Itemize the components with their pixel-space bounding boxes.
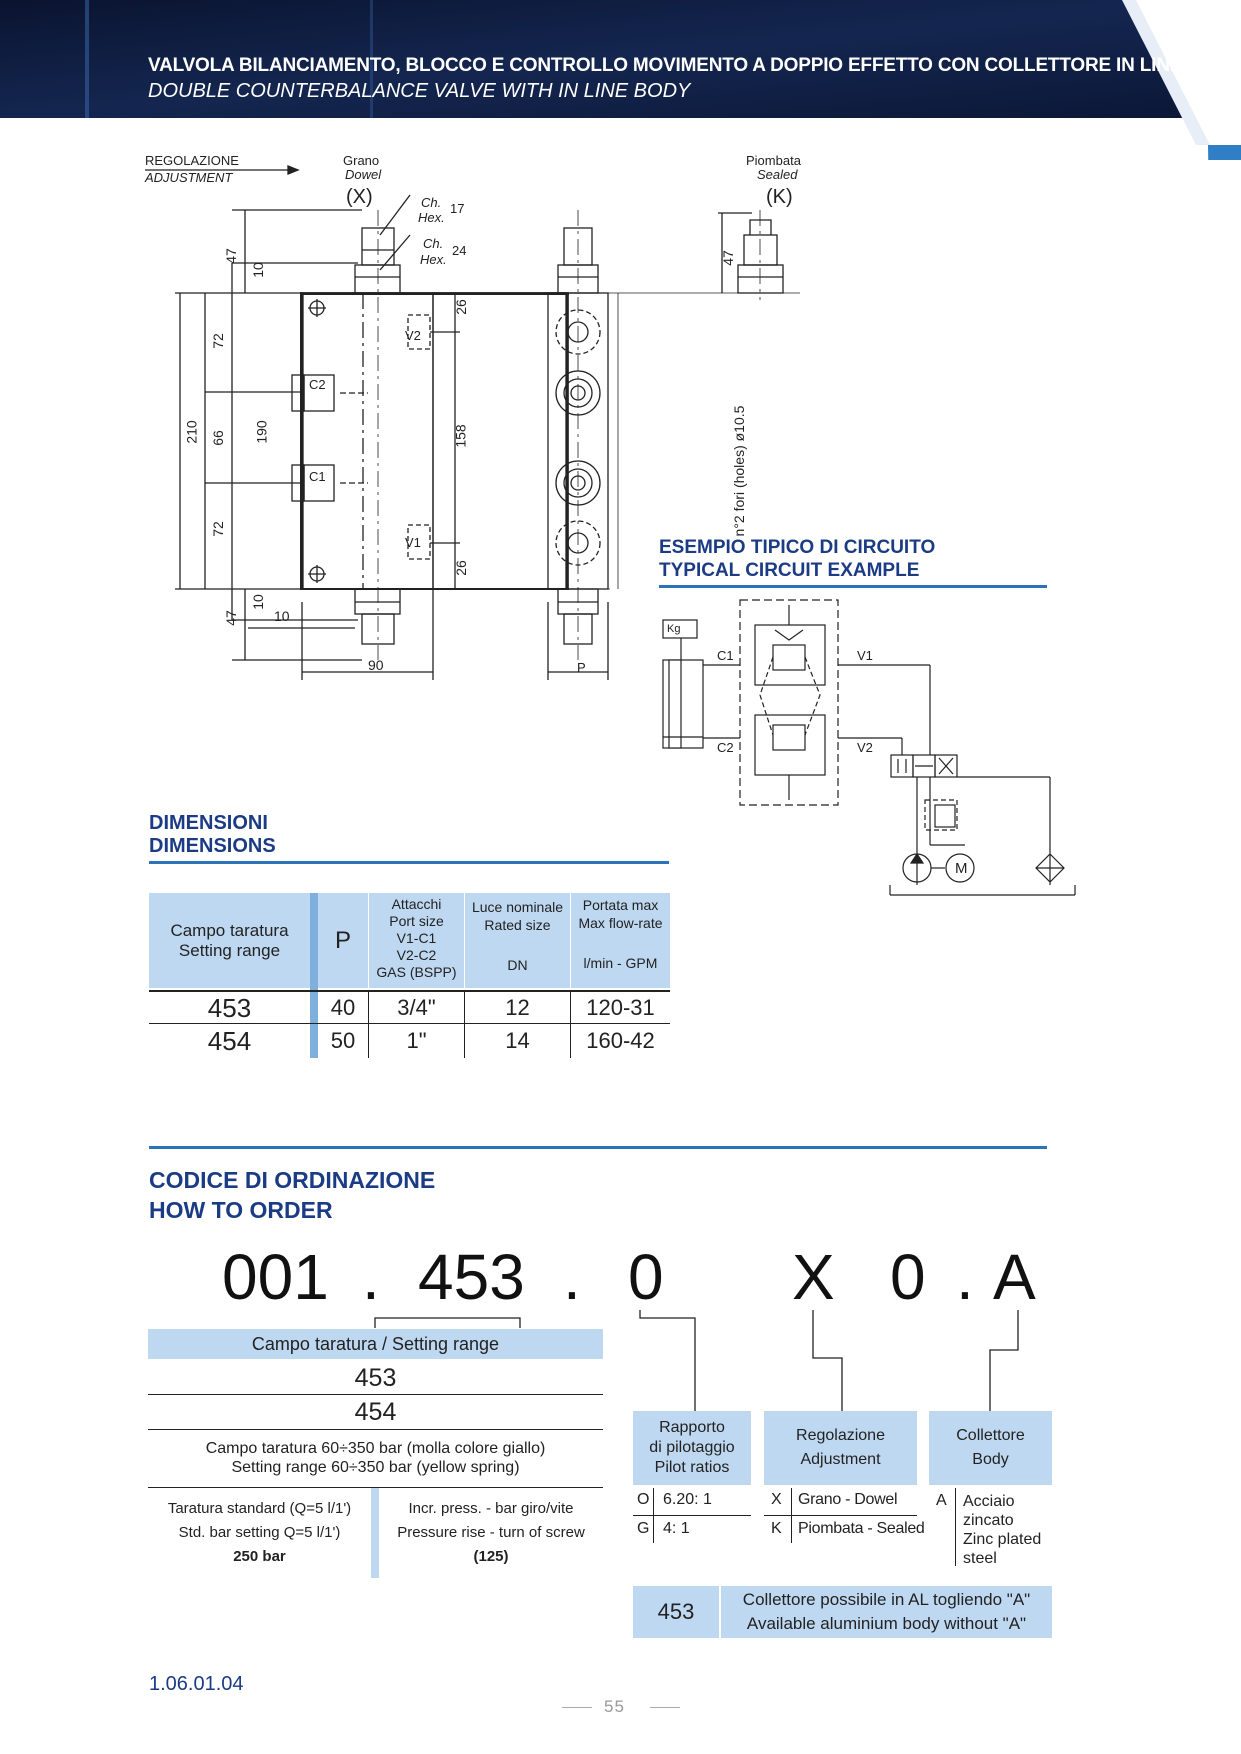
port-c2-label: C2 [309,377,326,392]
th-flow [571,893,670,988]
th-flow-it: Portata max [582,897,659,913]
al-note-en: Available aluminium body without "A" [746,1614,1027,1633]
pilot-opt-g-value: 4: 1 [663,1520,690,1537]
body-header [929,1411,1052,1485]
adjustment-rule [764,1515,917,1516]
footer-page-line-left [562,1707,592,1708]
row-1-p: 40 [330,995,356,1020]
dim-90: 90 [368,657,384,673]
circuit-title-it: ESEMPIO TIPICO DI CIRCUITO [659,537,936,558]
sealed-label-en: Sealed [757,167,798,182]
body-opt-v1: Acciaio [963,1493,1015,1510]
hex17-hex: Hex. [418,210,445,225]
hex24-hex: Hex. [420,252,447,267]
circuit-kg: Kg [667,623,681,635]
dim-158: 158 [452,424,469,448]
order-rule [149,1146,1047,1149]
port-v1-label: V1 [405,535,421,550]
th-port-gas: GAS (BSPP) [376,964,457,980]
body-opt-v4: steel [963,1550,997,1567]
range-header: Campo taratura / Setting range [148,1329,603,1359]
th-p: P [318,893,368,988]
th-flow-en: Max flow-rate [578,915,663,931]
body-h1: Collettore [956,1427,1025,1444]
th-dn-en: Rated size [484,917,551,933]
sealed-label-it: Piombata [746,153,801,168]
header-title-en: DOUBLE COUNTERBALANCE VALVE WITH IN LINE BODY [148,80,691,102]
circuit-v1: V1 [857,648,873,663]
row-2-dn: 14 [505,1028,530,1053]
adjustment-label-en: ADJUSTMENT [145,170,233,185]
code-part-zero: 0 [890,1241,926,1313]
hex24-value: 24 [452,243,467,258]
hex24-ch: Ch. [423,236,444,251]
std-setting-value: 250 bar [233,1548,286,1565]
code-dot-3: . [956,1241,974,1313]
circuit-title-en: TYPICAL CIRCUIT EXAMPLE [659,560,920,581]
th-range-en: Setting range [178,940,281,960]
row-2-range: 454 [207,1026,252,1056]
adjustment-h2: Adjustment [800,1451,881,1468]
row-1-port: 3/4" [397,995,436,1020]
th-range-it: Campo taratura [170,920,289,940]
adjustment-h1: Regolazione [796,1427,885,1444]
circuit-v2: V2 [857,740,873,755]
circuit-c1: C1 [717,648,734,663]
pilot-rule [633,1515,751,1516]
pilot-h3: Pilot ratios [654,1459,730,1476]
range-rule-1 [148,1394,603,1395]
dimensions-table [149,893,670,1088]
code-part-001: 001 [222,1241,329,1313]
body-opt-key: A [936,1492,947,1509]
dim-26-top: 26 [452,299,469,315]
code-dot-1: . [362,1241,380,1313]
code-dot-2: . [563,1241,581,1313]
body-opt-v2: zincato [963,1512,1014,1529]
th-dn-unit: DN [507,957,528,973]
hex17-value: 17 [450,201,465,216]
code-part-body: A [993,1241,1036,1313]
al-note-it: Collettore possibile in AL togliendo "A" [742,1590,1031,1609]
order-title-en: HOW TO ORDER [149,1197,333,1223]
dim-190: 190 [253,420,270,444]
pilot-opt-g-key: G [637,1520,650,1537]
port-p-label: P [577,660,586,675]
dim-10-bottom: 10 [249,594,266,610]
dowel-code: (X) [346,186,373,208]
body-opt-v3: Zinc plated [963,1531,1042,1548]
hex17-ch: Ch. [421,195,442,210]
std-setting-it: Taratura standard (Q=5 l/1') [167,1500,352,1517]
dimensions-title-it: DIMENSIONI [149,812,268,834]
dim-210: 210 [183,420,200,444]
th-divider [310,893,318,1058]
range-note-it: Campo taratura 60÷350 bar (molla colore giallo) [205,1440,546,1457]
dim-10-top: 10 [249,262,266,278]
row-1-flow: 120-31 [586,995,655,1020]
pilot-h1: Rapporto [659,1419,725,1436]
row-2-p: 50 [330,1028,356,1053]
code-part-adjustment: X [792,1241,835,1313]
dim-47-bottom: 47 [222,610,239,626]
dimensions-rule [149,861,669,864]
adjustment-opt-k-value: Piombata - Sealed [798,1520,925,1537]
dowel-label-en: Dowel [345,167,382,182]
range-value-454: 454 [354,1398,397,1426]
adjustment-opt-k-key: K [771,1520,782,1537]
al-code: 453 [633,1586,719,1638]
adjustment-opt-x-value: Grano - Dowel [798,1491,898,1508]
adjustment-opt-x-key: X [771,1491,782,1508]
port-c1-label: C1 [309,469,326,484]
pilot-opt-o-key: O [637,1491,650,1508]
dim-47-top: 47 [222,248,239,264]
pilot-h2: di pilotaggio [649,1439,735,1456]
th-port-v1c1: V1-C1 [396,930,437,946]
dim-72-top: 72 [209,333,226,349]
range-note-en: Setting range 60÷350 bar (yellow spring) [231,1459,520,1476]
th-port-en: Port size [389,913,444,929]
dimensions-title-en: DIMENSIONS [149,835,276,857]
order-title-it: CODICE DI ORDINAZIONE [149,1167,436,1193]
th-dn-it: Luce nominale [471,899,564,915]
dim-26-bottom: 26 [452,560,469,576]
circuit-motor: M [955,860,968,877]
std-setting-en: Std. bar setting Q=5 l/1') [178,1524,341,1541]
pressure-rise-value: (125) [473,1548,509,1565]
dim-66: 66 [209,430,226,446]
footer-ref: 1.06.01.04 [149,1673,244,1695]
body-col-sep [955,1488,956,1566]
footer-page-line-right [650,1707,680,1708]
header-title-it: VALVOLA BILANCIAMENTO, BLOCCO E CONTROLLO MOVIMENTO A DOPPIO EFFETTO CON COLLETTORE IN LINEA [148,55,1196,76]
th-dn [465,893,570,988]
row-1-dn: 12 [505,995,530,1020]
range-col-sep [371,1488,379,1578]
th-flow-unit: l/min - GPM [583,955,658,971]
row-2-flow: 160-42 [586,1028,655,1053]
pilot-opt-o-value: 6.20: 1 [663,1491,712,1508]
row-2-port: 1" [406,1028,427,1053]
pressure-rise-it: Incr. press. - bar giro/vite [408,1500,574,1517]
th-port-v2c2: V2-C2 [396,947,437,963]
circuit-rule [659,585,1047,588]
range-value-453: 453 [354,1364,397,1392]
port-v2-label: V2 [405,328,421,343]
pressure-rise-en: Pressure rise - turn of screw [397,1524,585,1541]
range-rule-2 [148,1429,603,1430]
row-1-range: 453 [207,993,252,1023]
th-port [369,893,464,988]
body-h2: Body [972,1451,1009,1468]
code-part-pilot: 0 [628,1241,664,1313]
dim-10-side: 10 [274,608,290,624]
circuit-c2: C2 [717,740,734,755]
code-part-range: 453 [418,1241,525,1313]
dowel-label-it: Grano [343,153,380,168]
sealed-code: (K) [766,186,793,208]
holes-label: n°2 fori (holes) ø10.5 [731,405,747,537]
dim-47-sealed: 47 [719,250,736,266]
pilot-ratio-header [633,1411,751,1485]
th-port-it: Attacchi [391,896,442,912]
adjustment-label-it: REGOLAZIONE [145,153,239,168]
th-range [149,893,310,988]
adjustment-header [764,1411,917,1485]
footer-page-number: 55 [604,1697,625,1716]
dim-72-bottom: 72 [209,521,226,537]
